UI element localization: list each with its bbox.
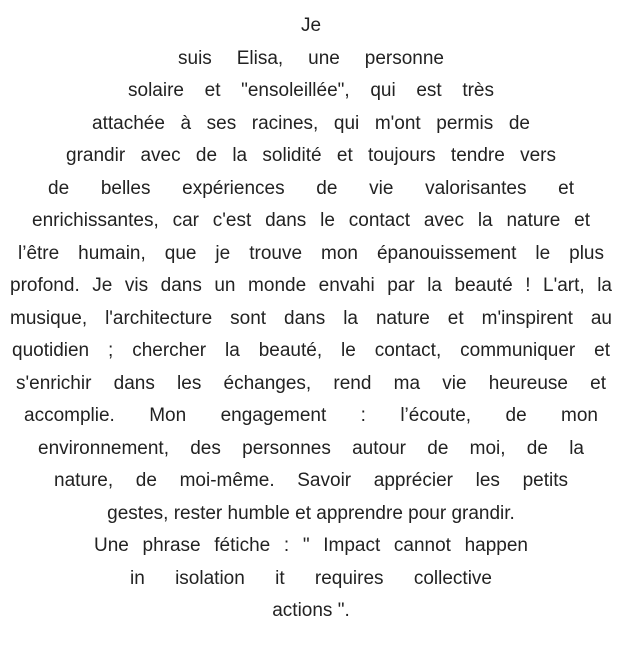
text-line-11: quotidien ; chercher la beauté, le contact, communiquer et <box>12 340 610 361</box>
text-line-2: suis Elisa, une personne <box>178 47 444 69</box>
text-line-18: in isolation it requires collective <box>130 567 492 589</box>
text-line-13: accomplie. Mon engagement : l’écoute, de mon <box>24 405 598 426</box>
bio-paragraph <box>10 10 612 628</box>
text-line-10: musique, l'architecture sont dans la nature et m'inspirent au <box>10 307 612 329</box>
text-line-4: attachée à ses racines, qui m'ont permis de <box>92 112 530 134</box>
text-line-8: l’être humain, que je trouve mon épanouissement le plus <box>18 242 604 264</box>
text-line-3: solaire et "ensoleillée", qui est très <box>128 80 494 101</box>
text-line-6: de belles expériences de vie valorisantes et <box>48 177 574 199</box>
text-line-17: Une phrase fétiche : " Impact cannot happen <box>94 535 528 556</box>
text-line-16: gestes, rester humble et apprendre pour grandir. <box>107 502 515 524</box>
text-line-12: s'enrichir dans les échanges, rend ma vie heureuse et <box>16 372 606 394</box>
text-line-19: actions ". <box>272 600 350 621</box>
text-line-7: enrichissantes, car c'est dans le contact avec la nature et <box>32 210 590 231</box>
text-line-14: environnement, des personnes autour de moi, de la <box>38 437 584 459</box>
text-line-15: nature, de moi-même. Savoir apprécier les petits <box>54 470 568 491</box>
text-line-1: Je <box>300 15 322 36</box>
text-line-5: grandir avec de la solidité et toujours tendre vers <box>66 145 556 166</box>
text-line-9: profond. Je vis dans un monde envahi par la beauté ! L'art, la <box>10 275 612 296</box>
